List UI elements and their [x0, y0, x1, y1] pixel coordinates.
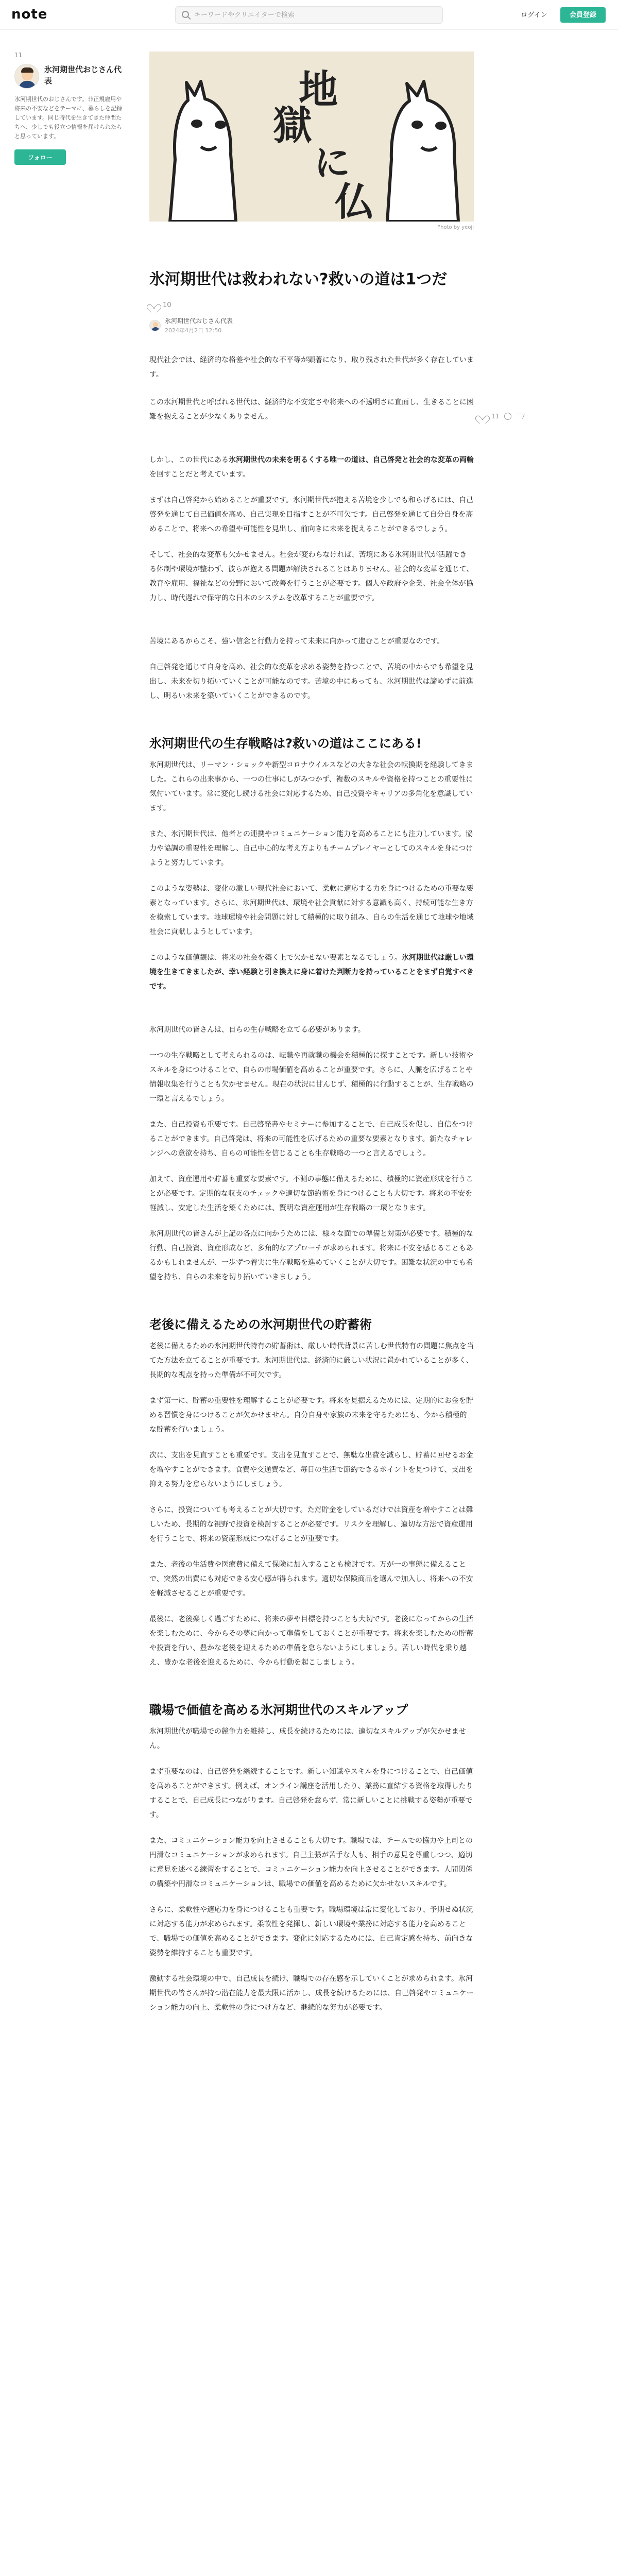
- author-sidebar: [14, 52, 123, 165]
- author-bio: 氷河期世代のおじさんです。非正規雇用や将来の不安などをテーマに、暮らしを記録しています。同じ時代を生きてきた仲間たちへ、少しでも役立つ情報を届けられたらと思っています。: [14, 96, 122, 140]
- paragraph: そして、社会的な変革も欠かせません。社会が変わらなければ、苦境にある氷河期世代が活躍できる体制や環境が整わず、彼らが抱える問題が解決されることはありません。社会的な変革を通じて、教育や雇用、福祉などの分野において改善を行うことが必要です。個人や政府や企業、社会全体が協力し、時代遅れで保守的な日本のシステムを改革することが重要です。: [149, 551, 474, 602]
- paragraph: このような価値観は、将来の社会を築く上で欠かせない要素となるでしょう。氷河期世代は厳しい環境を生きてきましたが、幸い経験と引き換えに身に着けた判断力を持っていることをまず自覚すべきです。: [149, 954, 474, 991]
- note-logo[interactable]: note: [11, 7, 48, 22]
- article-like-count: 10: [163, 301, 171, 309]
- hero-kanji-3: に: [314, 142, 350, 184]
- paragraph: 激動する社会環境の中で、自己成長を続け、職場での存在感を示していくことが求められます。氷河期世代の皆さんが持つ潜在能力を最大限に活かし、成長を続けるためには、自己啓発やコミュニケーション能力の向上、柔軟性の身につけ方など、継続的な努力が必要です。: [149, 1975, 474, 2012]
- like-heart-icon[interactable]: [478, 412, 486, 420]
- paragraph: 現代社会では、経済的な格差や社会的な不平等が顕著になり、取り残された世代が多く存在しています。: [149, 356, 474, 379]
- login-button[interactable]: ログイン: [515, 7, 553, 23]
- paragraph: 最後に、老後楽しく過ごすために、将来の夢や目標を持つことも大切です。老後になってからの生活を楽しむために、今からその夢に向かって準備をしておくことが重要です。将来を楽しむための貯蓄や投資を行い、豊かな老後を迎えるための準備を怠らないようにしましょう。苦しい時代を乗り越え、豊かな老後を迎えるために、今から行動を起こしましょう。: [149, 1615, 473, 1667]
- search-icon: [182, 11, 189, 18]
- paragraph: まず重要なのは、自己啓発を継続することです。新しい知識やスキルを身につけることで、自己価値を高めることができます。例えば、オンライン講座を活用したり、業務に直結する資格を取得したりすることで、自己成長につながります。自己啓発を怠らず、常に新しいことに挑戦する姿勢が重要です。: [149, 1768, 473, 1819]
- paragraph: 加えて、資産運用や貯蓄も重要な要素です。不測の事態に備えるために、積極的に資産形成を行うことが必要です。定期的な収支のチェックや適切な節約術を身につけることも大切です。将来の不安を軽減し、安定した生活を築くためには、賢明な資産運用が生存戦略の一環となります。: [149, 1175, 473, 1212]
- search-box[interactable]: [175, 6, 443, 24]
- paragraph: 氷河期世代の皆さんは、自らの生存戦略を立てる必要があります。: [149, 1026, 365, 1034]
- paragraph: 一つの生存戦略として考えられるのは、転職や再就職の機会を積極的に探すことです。新しい技術やスキルを身につけることで、自らの市場価値を高めることが重要です。さらに、人脈を広げることや情報収集を行うことも欠かせません。現在の状況に甘んじず、積極的に行動することが、生存戦略の一環と言えるでしょう。: [149, 1052, 474, 1103]
- share-icon[interactable]: [516, 414, 525, 419]
- article-like-row: [149, 301, 474, 309]
- paragraph: しかし、この世代にある氷河期世代の未来を明るくする唯一の道は、自己啓発と社会的な変革の両輪を回すことだと考えています。: [149, 456, 474, 479]
- article-author-meta: [149, 316, 474, 334]
- sidebar-like-count: 11: [14, 52, 23, 59]
- paragraph: この氷河期世代と呼ばれる世代は、経済的な不安定さや将来への不透明さに直面し、生きることに困難を抱えることが少なくありません。: [149, 398, 474, 421]
- paragraph: 苦境にあるからこそ、強い信念と行動力を持って未来に向かって進むことが重要なのです。: [149, 637, 444, 646]
- paragraph: さらに、柔軟性や適応力を身につけることも重要です。職場環境は常に変化しており、予期せぬ状況に対応する能力が求められます。柔軟性を発揮し、新しい環境や業務に対応する能力を高めることで、職場での価値を高めることができます。変化に対応するためには、自己肯定感を持ち、前向きな姿勢を維持することも重要です。: [149, 1906, 473, 1957]
- search-input[interactable]: [194, 7, 436, 23]
- floating-like-count: 11: [491, 413, 500, 420]
- signup-button[interactable]: 会員登録: [560, 7, 606, 23]
- paragraph: 自己啓発を通じて自身を高め、社会的な変革を求める姿勢を持つことで、苦境の中からでも希望を見出し、未来を切り拓いていくことが可能なのです。苦境の中にあっても、氷河期世代は諦めずに前進し、明るい未来を築いていくことができるのです。: [149, 663, 474, 700]
- section-heading: 老後に備えるための氷河期世代の貯蓄術: [149, 1317, 372, 1332]
- paragraph: 次に、支出を見直すことも重要です。支出を見直すことで、無駄な出費を減らし、貯蓄に回せるお金を増やすことができます。食費や交通費など、毎日の生活で節約できるポイントを見つけて、支出を抑える努力を怠らないようにしましょう。: [149, 1451, 473, 1488]
- article-actions: [478, 412, 524, 420]
- author-avatar[interactable]: [14, 64, 39, 89]
- hero-kanji-2: 獄: [273, 103, 312, 148]
- paragraph: また、自己投資も重要です。自己啓発書やセミナーに参加することで、自己成長を促し、自信をつけることができます。自己啓発は、将来の可能性を広げるための重要な要素となります。新たなチャレンジへの意欲を持ち、自らの可能性を信じることも生存戦略の一つと言えるでしょう。: [149, 1121, 473, 1158]
- paragraph: まずは自己啓発から始めることが重要です。氷河期世代が抱える苦境を少しでも和らげるには、自己啓発を通じて自己価値を高め、自己実現を目指すことが不可欠です。自己啓発を通じて自分自身を高めることで、将来への希望や可能性を見出し、前向きに未来を捉えることができるでしょう。: [149, 496, 473, 533]
- article-date: 2024年4月2日 12:50: [165, 327, 222, 334]
- hero-kanji-4: 仏: [335, 179, 374, 222]
- hero-kanji-1: 地: [299, 66, 338, 112]
- paragraph: まず第一に、貯蓄の重要性を理解することが必要です。将来を見据えるためには、定期的にお金を貯める習慣を身につけることが欠かせません。自分自身や家族の未来を守るためにも、今から積極的な貯蓄を行いましょう。: [149, 1397, 473, 1434]
- section-heading: 氷河期世代の生存戦略は?救いの道はここにある!: [149, 736, 422, 751]
- paragraph: また、コミュニケーション能力を向上させることも大切です。職場では、チームでの協力や上司との円滑なコミュニケーションが求められます。自己主張が苦手な人も、相手の意見を尊重しつつ、適切に意見を述べる練習をすることで、コミュニケーション能力を向上させることができます。人間関係の構築や円滑なコミュニケーションは、職場での価値を高めるために欠かせないスキルです。: [149, 1837, 473, 1888]
- article-body: [149, 268, 474, 2015]
- follow-button[interactable]: フォロー: [14, 149, 66, 165]
- image-caption: Photo by yeoji: [437, 225, 474, 230]
- article-author-name[interactable]: 氷河期世代おじさん代表: [165, 317, 233, 325]
- like-heart-icon[interactable]: [149, 301, 158, 309]
- alpaca-illustration: [149, 52, 474, 222]
- author-name[interactable]: 氷河期世代おじさん代表: [44, 65, 122, 86]
- article-title: 氷河期世代は救われない?救いの道は1つだ: [149, 270, 448, 289]
- hero-image: [149, 52, 474, 222]
- comment-icon[interactable]: [504, 413, 511, 420]
- author-profile: [14, 64, 123, 89]
- paragraph: また、氷河期世代は、他者との連携やコミュニケーション能力を高めることにも注力しています。協力や協調の重要性を理解し、自己中心的な考え方よりもチームプレイヤーとしてのスキルを身につけようと努力しています。: [149, 830, 473, 867]
- paragraph: 老後に備えるための氷河期世代特有の貯蓄術は、厳しい時代背景に苦しむ世代特有の問題に焦点を当てた方法を立てることが重要です。氷河期世代は、経済的に厳しい状況に置かれていることが多く、長期的な視点を持った準備が不可欠です。: [149, 1342, 474, 1379]
- paragraph: 氷河期世代は、リーマン・ショックや新型コロナウイルスなどの大きな社会の転換期を経験してきました。これらの出来事から、一つの仕事にしがみつかず、複数のスキルや資格を持つことの重要性に気付いています。常に変化し続ける社会に対応するため、自己投資やキャリアの多角化を意識しています。: [149, 761, 473, 812]
- paragraph: 氷河期世代が職場での競争力を維持し、成長を続けるためには、適切なスキルアップが欠かせません。: [149, 1727, 466, 1750]
- paragraph: さらに、投資についても考えることが大切です。ただ貯金をしているだけでは資産を増やすことは難しいため、長期的な視野で投資を検討することが必要です。リスクを理解し、適切な方法で資産運用を行うことで、将来の資産形成につなげることが重要です。: [149, 1506, 473, 1543]
- section-heading: 職場で価値を高める氷河期世代のスキルアップ: [149, 1703, 408, 1717]
- paragraph: また、老後の生活費や医療費に備えて保険に加入することも検討です。万が一の事態に備えることで、突然の出費にも対応できる安心感が得られます。適切な保険商品を選んで加入し、将来への不安を軽減させることが重要です。: [149, 1561, 473, 1598]
- paragraph: このような姿勢は、変化の激しい現代社会において、柔軟に適応する力を身につけるための重要な要素となっています。さらに、氷河期世代は、環境や社会貢献に対する意識も高く、持続可能な生き方を模索しています。地球環境や社会問題に対して積極的に取り組み、自らの生活を通じて地球や地域社会に貢献しようとしています。: [149, 885, 474, 936]
- top-navigation-bar: [0, 0, 618, 30]
- article-author-avatar[interactable]: [149, 320, 161, 331]
- paragraph: 氷河期世代の皆さんが上記の各点に向かうためには、様々な面での準備と対策が必要です。積極的な行動、自己投資、資産形成など、多角的なアプローチが求められます。将来に不安を感じることもあるかもしれませんが、一歩ずつ着実に生存戦略を進めていくことが大切です。困難な状況の中でも希望を持ち、自らの未来を切り拓いていきましょう。: [149, 1230, 473, 1281]
